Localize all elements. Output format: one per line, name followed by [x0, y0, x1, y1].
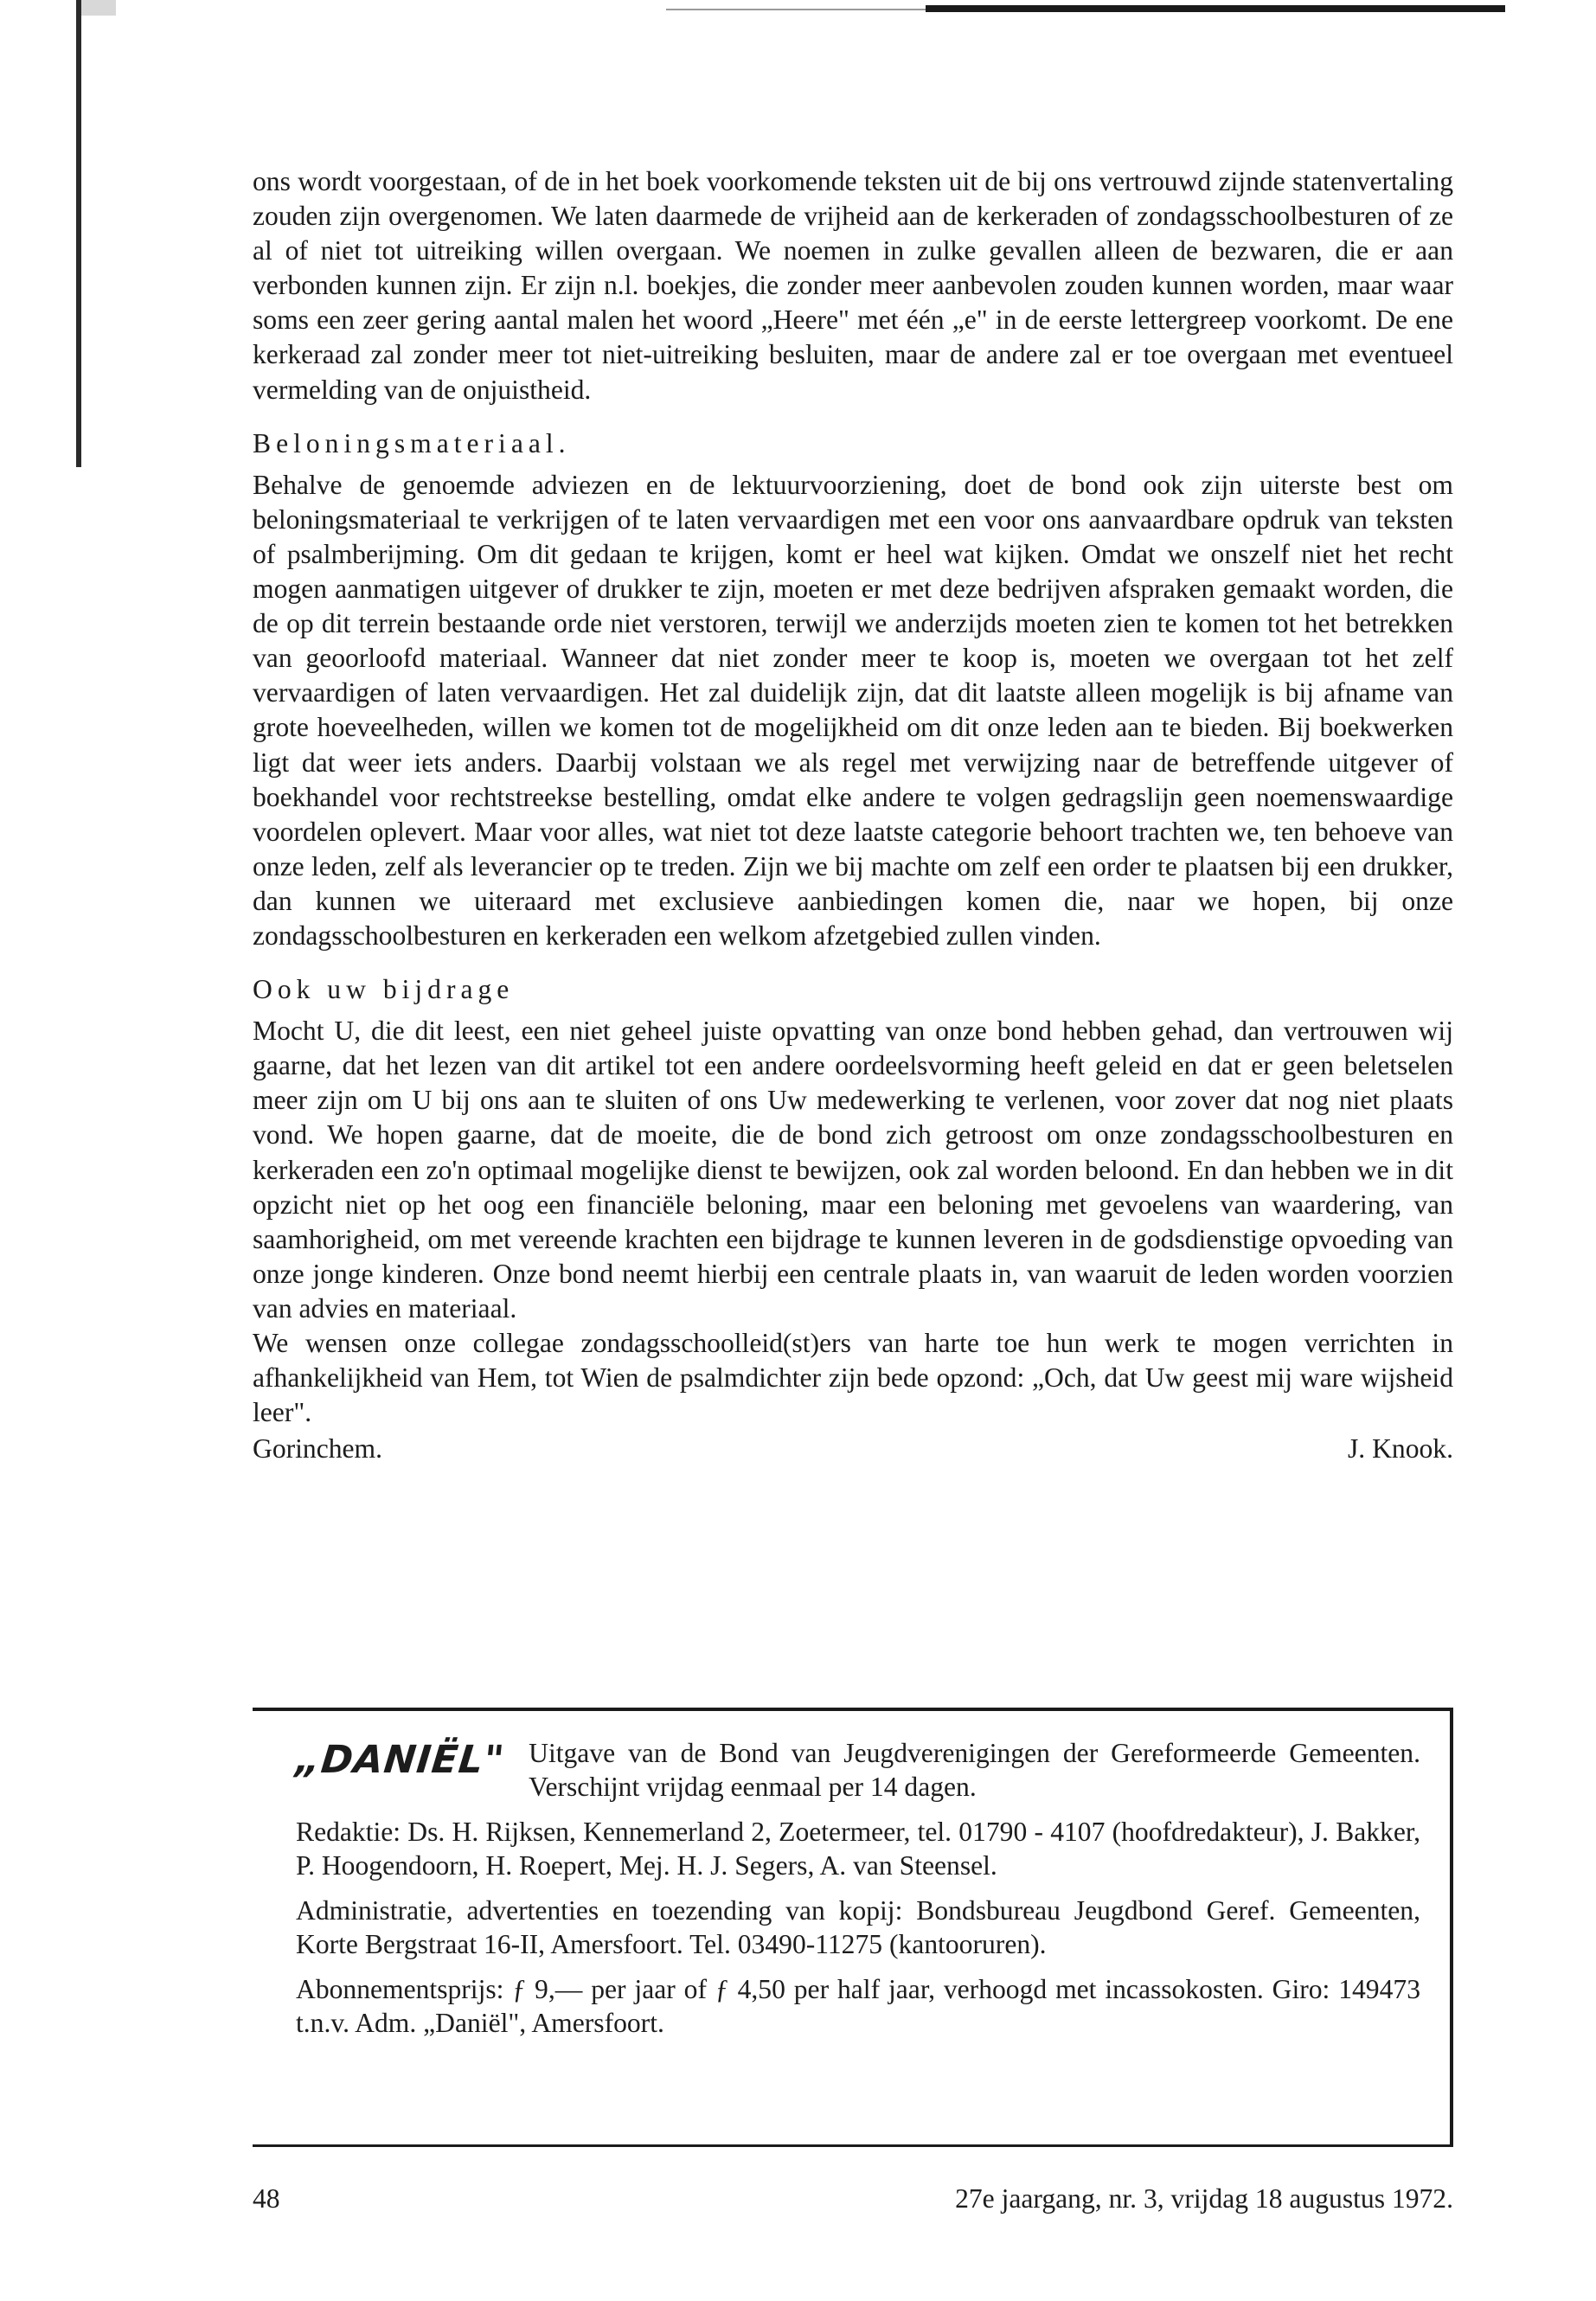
colophon-header: [293, 1737, 1420, 1804]
masthead-logo: „DANIËL": [293, 1738, 507, 1782]
section-heading-ook-uw-bijdrage: Ook uw bijdrage: [253, 974, 515, 1005]
scan-edge: [76, 0, 81, 467]
place: Gorinchem.: [253, 1433, 383, 1465]
paragraph-4: We wensen onze collegae zondagsschoolleid(st)ers van harte toe hun werk te mogen verrichten in afhankelijkheid van Hem, tot Wien de psalmdichter zijn bede opzond: „Och, dat Uw geest mij ware wijsheid leer".: [253, 1328, 1453, 1428]
page-number: 48: [253, 2183, 280, 2214]
colophon-abonnement: Abonnementsprijs: ƒ 9,— per jaar of ƒ 4,50 per half jaar, verhoogd met incassokosten. Giro: 149473 t.n.v. Adm. „Daniël", Amersfoort.: [296, 1974, 1420, 2038]
colophon-administratie: Administratie, advertenties en toezending van kopij: Bondsbureau Jeugdbond Geref. Gemeenten, Korte Bergstraat 16-II, Amersfoort. Tel. 03490-11275 (kantooruren).: [296, 1895, 1420, 1959]
colophon-redaktie: Redaktie: Ds. H. Rijksen, Kennemerland 2, Zoetermeer, tel. 01790 - 4107 (hoofdredakteur), J. Bakker, P. Hoogendoorn, H. Roepert, Mej. H. J. Segers, A. van Steensel.: [296, 1817, 1420, 1881]
author: J. Knook.: [1348, 1433, 1453, 1465]
top-rule: [666, 9, 926, 10]
scan-corner: [81, 0, 116, 16]
paragraph-2: Behalve de genoemde adviezen en de lektuurvoorziening, doet de bond ook zijn uiterste best om beloningsmateriaal te verkrijgen of te laten vervaardigen met een voor ons aanvaardbare opdruk van teksten of psalmberijming. Om dit gedaan te krijgen, komt er heel wat kijken. Omdat we onszelf niet het recht mogen aanmatigen uitgever of drukker te zijn, moeten er met deze bedrijven afspraken gemaakt worden, die de op dit terrein bestaande orde niet verstoren, terwijl we anderzijds moeten zien te komen tot het betrekken van geoorloofd materiaal. Wanneer dat niet zonder meer te koop is, moeten we overgaan tot het zelf vervaardigen of laten vervaardigen. Het zal duidelijk zijn, dat dit laatste alleen mogelijk is bij afname van grote hoeveelheden, willen we komen tot de mogelijkheid om dit onze leden aan te bieden. Bij boekwerken ligt dat weer iets anders. Daarbij volstaan we als regel met verwijzing naar de betreffende uitgever of boekhandel voor rechtstreekse bestelling, omdat elke andere te volgen gedragslijn geen noemenswaardige voordelen oplevert. Maar voor alles, wat niet tot deze laatste categorie behoort trachten we, ten behoeve van onze leden, zelf als leverancier op te treden. Zijn we bij machte om zelf een order te plaatsen bij een drukker, dan kunnen we uiteraard met exclusieve aanbiedingen komen die, naar we hopen, bij onze zondagsschoolbesturen en kerkeraden een welkom afzetgebied zullen vinden.: [253, 469, 1453, 951]
section-heading-beloningsmateriaal: Beloningsmateriaal.: [253, 427, 571, 458]
page-footer: [253, 2182, 1453, 2216]
colophon-intro: Uitgave van de Bond van Jeugdverenigingen der Gereformeerde Gemeenten. Verschijnt vrijdag eenmaal per 14 dagen.: [529, 1738, 1420, 1802]
paragraph-1: ons wordt voorgestaan, of de in het boek voorkomende teksten uit de bij ons vertrouwd zijnde statenvertaling zouden zijn overgenomen. We laten daarmede de vrijheid aan de kerkeraden of zondagsschoolbesturen of ze al of niet tot uitreiking willen overgaan. We noemen in zulke gevallen alleen de bezwaren, die er aan verbonden kunnen zijn. Er zijn n.l. boekjes, die zonder meer aanbevolen zouden kunnen worden, maar waar soms een zeer gering aantal malen het woord „Heere" met één „e" in de eerste lettergreep voorkomt. De ene kerkeraad zal zonder meer tot niet-uitreiking besluiten, maar de andere zal er toe overgaan met eventueel vermelding van de onjuistheid.: [253, 166, 1453, 405]
top-rule-thick: [926, 5, 1505, 12]
paragraph-3: Mocht U, die dit leest, een niet geheel juiste opvatting van onze bond hebben gehad, dan vertrouwen wij gaarne, dat het lezen van dit artikel tot een andere oordeelsvorming heeft geleid en dat er geen beletselen meer zijn om U bij ons aan te sluiten of ons Uw medewerking te verlenen, voor zover dat nog niet plaats vond. We hopen gaarne, dat de moeite, die de bond zich getroost om onze zondagsschoolbesturen en kerkeraden een zo'n optimaal mogelijke dienst te bewijzen, ook zal worden beloond. En dan hebben we in dit opzicht niet op het oog een financiële beloning, maar een beloning met gevoelens van waardering, van saamhorigheid, om met vereende krachten een bijdrage te kunnen leveren in de godsdienstige opvoeding van onze jonge kinderen. Onze bond neemt hierbij een centrale plaats in, van waaruit de leden worden voorzien van advies en materiaal.: [253, 1016, 1453, 1324]
colophon-box: [253, 1708, 1453, 2147]
article-body: [253, 164, 1453, 1466]
issue-line: 27e jaargang, nr. 3, vrijdag 18 augustus 1972.: [955, 2183, 1453, 2214]
signature-line: [253, 1432, 1453, 1466]
